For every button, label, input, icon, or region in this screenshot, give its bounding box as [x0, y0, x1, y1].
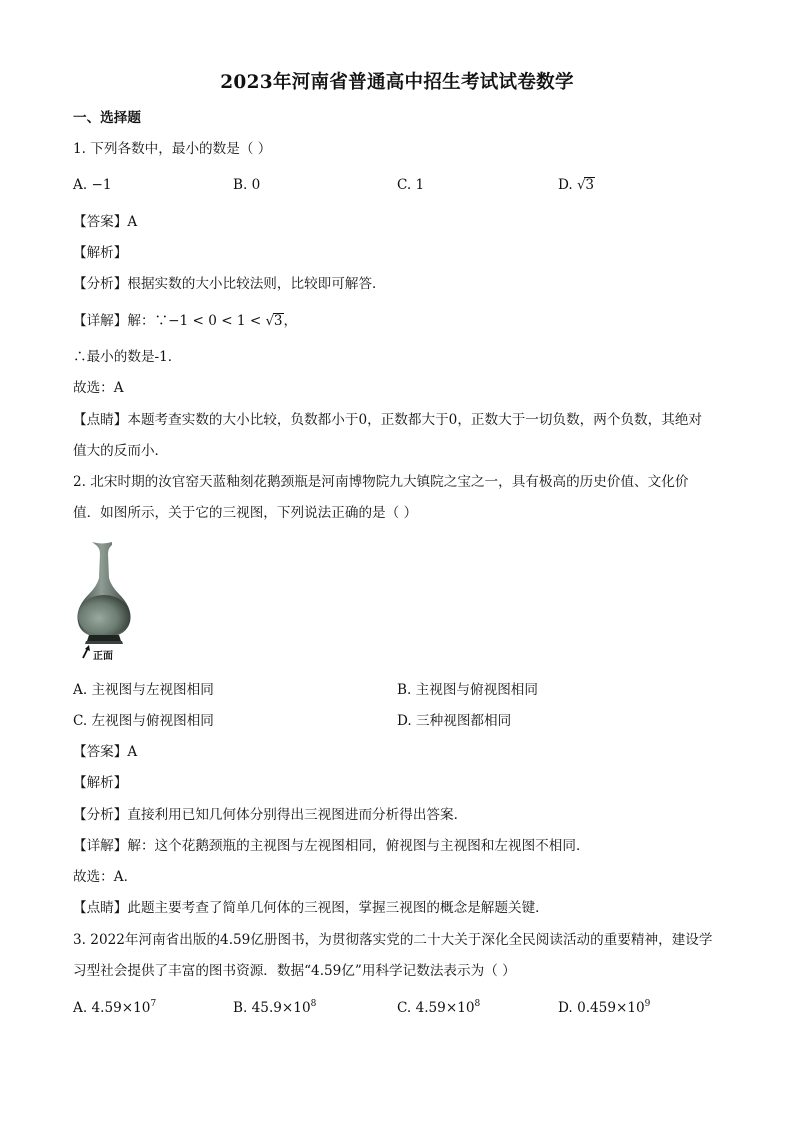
q1-stem: 1. 下列各数中，最小的数是（ ）	[73, 141, 272, 157]
q3-option-a	[73, 998, 156, 1018]
q1-xiangjie-suffix: ，	[283, 313, 298, 329]
q1-option-c: C. 1	[397, 177, 425, 193]
q3-option-b	[233, 998, 316, 1018]
q1-xiangjie-prefix: 【详解】解：∵	[73, 313, 169, 329]
q1-dianjing-line1: 【点睛】本题考查实数的大小比较，负数都小于0，正数都大于0，正数大于一切负数，两个负数，其绝对	[73, 412, 703, 428]
sqrt-sign: √	[577, 178, 586, 193]
q3-option-c-exp: 8	[474, 999, 481, 1009]
q2-option-a: A. 主视图与左视图相同	[73, 682, 214, 698]
vase-body-shape	[78, 595, 130, 637]
q1-xiangjie-math: −1 < 0 < 1 <	[168, 313, 266, 329]
q2-answer: 【答案】A	[73, 744, 138, 760]
q1-option-d-radicand: 3	[585, 177, 595, 193]
q2-analysis-label: 【解析】	[73, 775, 128, 791]
q1-answer: 【答案】A	[73, 214, 138, 230]
q2-option-d: D. 三种视图都相同	[397, 713, 512, 729]
figure-label-front: 正面	[93, 651, 113, 662]
vase-stand-shape	[85, 641, 123, 644]
q1-xiangjie-radicand: 3	[273, 313, 283, 329]
section-heading: 一、选择题	[73, 110, 141, 126]
q1-option-a: A. −1	[73, 177, 112, 193]
q2-stem-line1: 2. 北宋时期的汝官窑天蓝釉刻花鹅颈瓶是河南博物院九大镇院之宝之一，具有极高的历史价值、文化价	[73, 474, 689, 490]
q3-stem-line2: 习型社会提供了丰富的图书资源．数据“4.59亿”用科学记数法表示为（ ）	[73, 963, 516, 979]
q3-option-c	[397, 998, 480, 1018]
q3-option-d	[558, 998, 650, 1018]
q1-option-d-label: D.	[558, 177, 578, 193]
q3-option-a-base: 4.59×10	[91, 1000, 151, 1016]
q3-option-b-label: B.	[233, 1000, 252, 1016]
q3-option-b-base: 45.9×10	[251, 1000, 311, 1016]
q2-option-b: B. 主视图与俯视图相同	[397, 682, 538, 698]
page-title: 2023年河南省普通高中招生考试试卷数学	[220, 72, 574, 93]
q2-option-c: C. 左视图与俯视图相同	[73, 713, 214, 729]
vase-figure	[75, 540, 135, 662]
q2-fenxi: 【分析】直接利用已知几何体分别得出三视图进而分析得出答案．	[73, 807, 468, 823]
q1-therefore: ∴最小的数是-1．	[73, 349, 182, 365]
q2-dianjing: 【点睛】此题主要考查了简单几何体的三视图，掌握三视图的概念是解题关键．	[73, 900, 549, 916]
q2-xiangjie: 【详解】解：这个花鹅颈瓶的主视图与左视图相同，俯视图与主视图和左视图不相同．	[73, 838, 590, 854]
sqrt-sign: √	[265, 314, 274, 329]
q1-option-b: B. 0	[233, 177, 261, 193]
q3-option-a-exp: 7	[150, 999, 157, 1009]
q3-option-d-base: 0.459×10	[577, 1000, 645, 1016]
q3-option-b-exp: 8	[310, 999, 317, 1009]
q1-analysis-label: 【解析】	[73, 245, 128, 261]
q2-choose: 故选：A．	[73, 869, 138, 885]
q1-xiangjie	[73, 311, 297, 332]
q3-option-c-label: C.	[397, 1000, 416, 1016]
q1-choose: 故选：A	[73, 380, 124, 396]
q3-option-d-exp: 9	[644, 999, 651, 1009]
q1-fenxi: 【分析】根据实数的大小比较法则，比较即可解答．	[73, 276, 386, 292]
q3-option-a-label: A.	[73, 1000, 92, 1016]
q1-dianjing-line2: 值大的反而小．	[73, 443, 169, 459]
q3-stem-line1: 3. 2022年河南省出版的4.59亿册图书，为贯彻落实党的二十大关于深化全民阅读活动的重要精神，建设学	[73, 932, 713, 948]
q3-option-d-label: D.	[558, 1000, 578, 1016]
vase-base-shape	[87, 635, 121, 641]
q3-option-c-base: 4.59×10	[415, 1000, 475, 1016]
q2-stem-line2: 值．如图所示，关于它的三视图，下列说法正确的是（ ）	[73, 505, 418, 521]
q1-option-d	[558, 175, 595, 196]
